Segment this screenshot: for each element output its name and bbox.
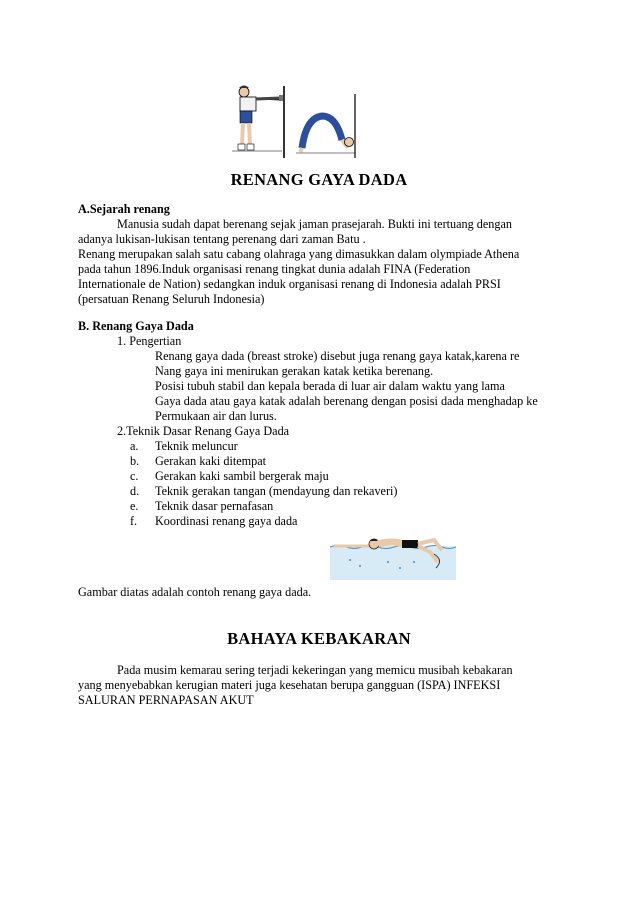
technique-item: Gerakan kaki ditempat [155, 454, 266, 468]
technique-marker: b. [130, 454, 140, 468]
page-title: RENANG GAYA DADA [230, 170, 408, 189]
technique-item: Teknik dasar pernafasan [155, 499, 274, 513]
technique-item: Gerakan kaki sambil bergerak maju [155, 469, 329, 483]
definition-line: Permukaan air dan lurus. [155, 409, 277, 423]
definition-line: Renang gaya dada (breast stroke) disebut juga renang gaya katak,karena re [155, 349, 520, 363]
technique-marker: c. [130, 469, 139, 483]
technique-marker: f. [130, 514, 138, 528]
technique-marker: d. [130, 484, 140, 498]
image-caption: Gambar diatas adalah contoh renang gaya dada. [78, 585, 312, 599]
technique-marker: a. [130, 439, 139, 453]
definition-line: Nang gaya ini menirukan gerakan katak ketika berenang. [155, 364, 434, 378]
history-line: Manusia sudah dapat berenang sejak jaman prasejarah. Bukti ini tertuang dengan [117, 217, 512, 231]
stretching-illustration [222, 78, 362, 160]
history-line: pada tahun 1896.Induk organisasi renang tingkat dunia adalah FINA (Federation [78, 262, 471, 276]
history-line: Renang merupakan salah satu cabang olahraga yang dimasukkan dalam olympiade Athena [78, 247, 520, 261]
fire-paragraph-line: Pada musim kemarau sering terjadi kekeringan yang memicu musibah kebakaran [117, 663, 513, 677]
fire-paragraph-line: SALURAN PERNAPASAN AKUT [78, 693, 254, 707]
definition-line: Posisi tubuh stabil dan kepala berada di luar air dalam waktu yang lama [155, 379, 505, 393]
section-title: BAHAYA KEBAKARAN [227, 629, 411, 648]
definition-line: Gaya dada atau gaya katak adalah berenang dengan posisi dada menghadap ke [155, 394, 538, 408]
technique-item: Teknik meluncur [155, 439, 238, 453]
fire-paragraph-line: yang menyebabkan kerugian materi juga kesehatan berupa gangguan (ISPA) INFEKSI [78, 678, 501, 692]
definition-heading: 1. Pengertian [117, 334, 182, 348]
swimmer-illustration [330, 532, 456, 580]
technique-item: Teknik gerakan tangan (mendayung dan rekaveri) [155, 484, 398, 498]
technique-heading: 2.Teknik Dasar Renang Gaya Dada [117, 424, 290, 438]
history-line: Internationale de Nation) sedangkan induk organisasi renang di Indonesia adalah PRSI [78, 277, 501, 291]
history-line: adanya lukisan-lukisan tentang perenang dari zaman Batu . [78, 232, 366, 246]
breaststroke-heading: B. Renang Gaya Dada [78, 319, 194, 333]
technique-marker: e. [130, 499, 139, 513]
history-line: (persatuan Renang Seluruh Indonesia) [78, 292, 265, 306]
technique-item: Koordinasi renang gaya dada [155, 514, 298, 528]
history-heading: A.Sejarah renang [78, 202, 170, 216]
